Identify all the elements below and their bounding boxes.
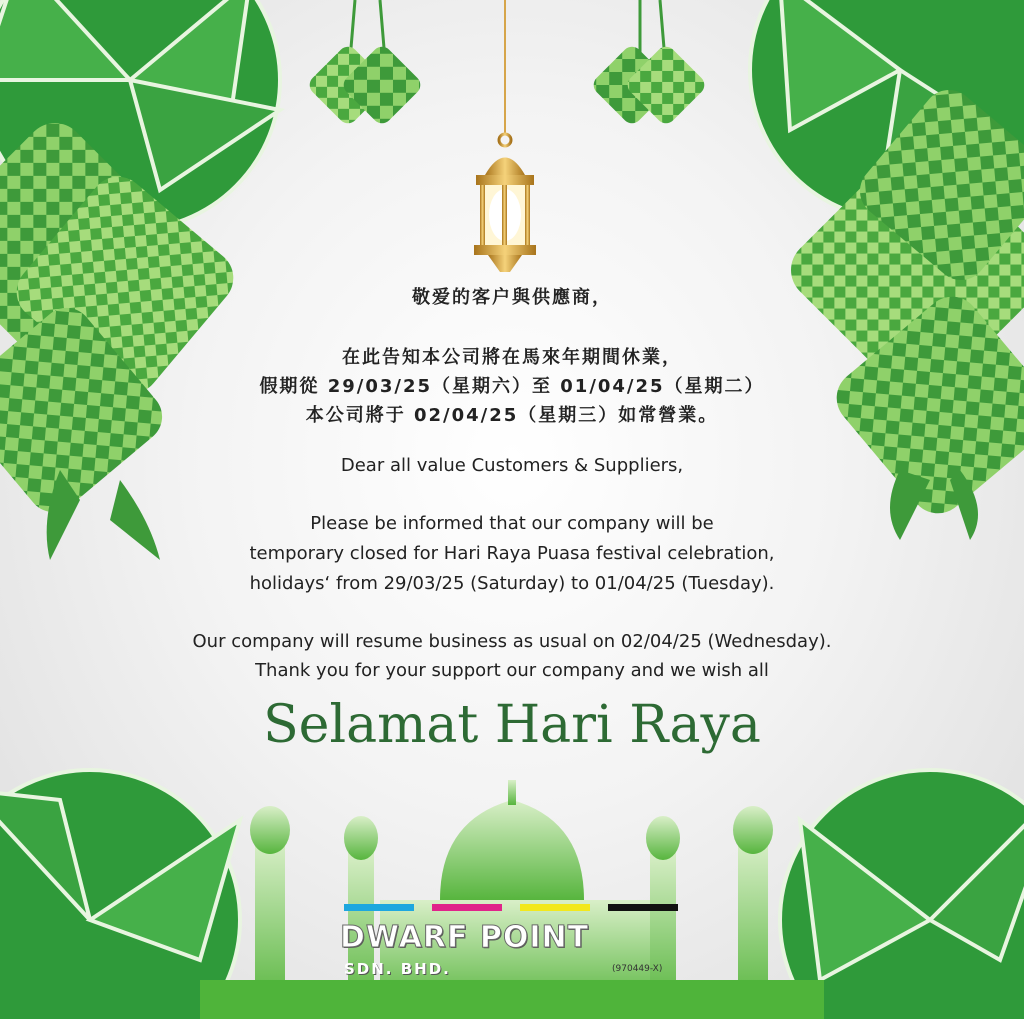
company-logo <box>340 900 690 990</box>
logo-color-bars <box>344 904 674 912</box>
cn-line-3: 本公司將于 02/04/25（星期三）如常營業。 <box>305 405 719 426</box>
cn-line-1: 在此告知本公司將在馬來年期間休業， <box>342 347 682 368</box>
en-line-5: Thank you for your support our company and we wish all <box>255 660 769 681</box>
company-suffix: SDN. BHD. <box>344 960 451 978</box>
lantern-icon <box>474 0 536 272</box>
en-greeting: Dear all value Customers & Suppliers, <box>340 455 684 476</box>
en-line-1: Please be informed that our company will be <box>310 513 714 534</box>
en-line-4: Our company will resume business as usual on 02/04/25 (Wednesday). <box>192 631 832 652</box>
en-line-3: holidays‘ from 29/03/25 (Saturday) to 01/04/25 (Tuesday). <box>249 573 775 594</box>
ketupat-icon <box>306 0 709 127</box>
en-line-2: temporary closed for Hari Raya Puasa festival celebration, <box>249 543 775 564</box>
cn-line-2: 假期從 29/03/25（星期六）至 01/04/25（星期二） <box>259 376 765 397</box>
company-name: DWARF POINT <box>340 920 590 955</box>
greeting-title: Selamat Hari Raya <box>263 695 761 755</box>
cn-greeting: 敬爱的客户與供應商， <box>412 287 612 308</box>
company-registration: (970449-X) <box>612 964 663 974</box>
